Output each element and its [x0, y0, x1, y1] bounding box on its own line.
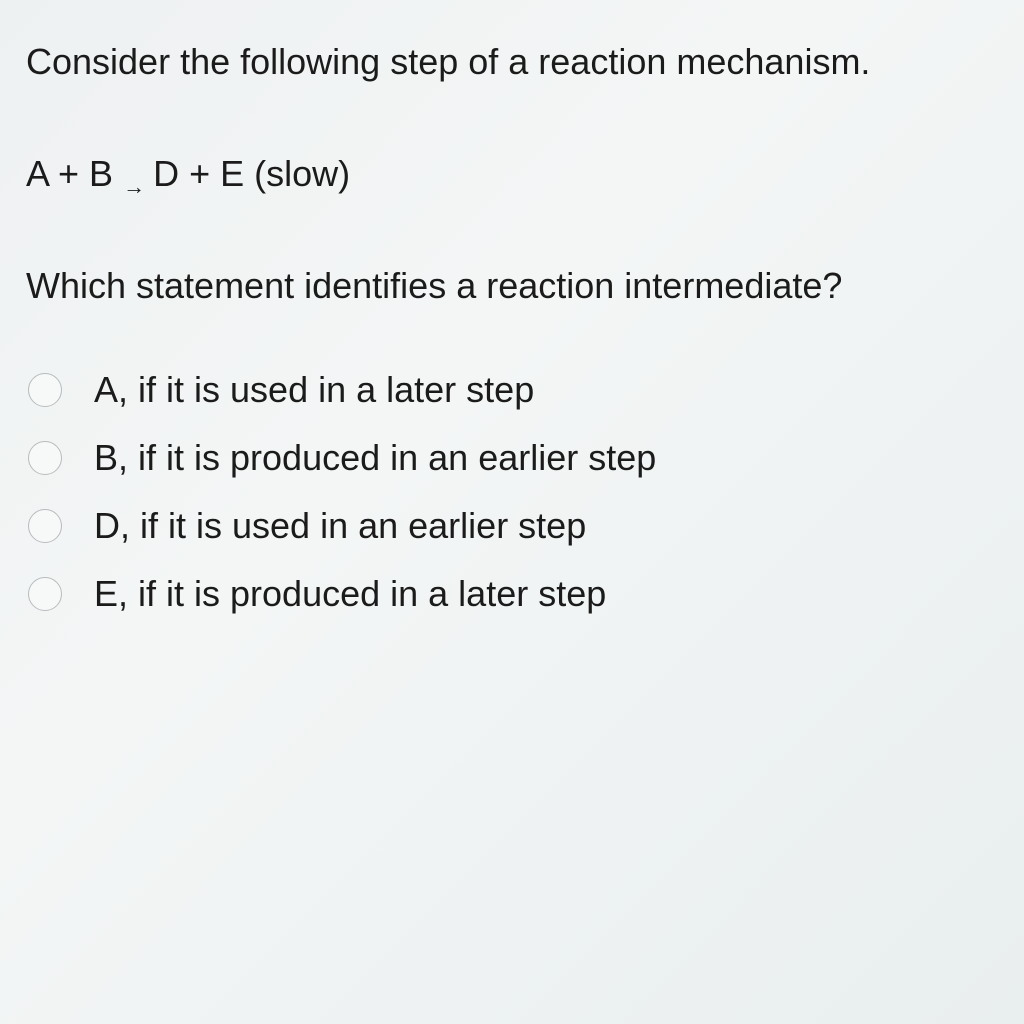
radio-unselected-icon[interactable]	[28, 577, 62, 611]
option-d[interactable]	[28, 492, 928, 560]
option-e[interactable]	[28, 560, 928, 628]
option-label[interactable]: A, if it is used in a later step	[94, 369, 535, 410]
radio-unselected-icon[interactable]	[28, 373, 62, 407]
option-label[interactable]: B, if it is produced in an earlier step	[94, 437, 657, 478]
reaction-arrow-icon: →	[123, 174, 146, 199]
question-title: Consider the following step of a reaction mechanism.	[26, 41, 871, 82]
answer-options	[28, 356, 928, 628]
option-label[interactable]: E, if it is produced in a later step	[94, 573, 607, 614]
radio-unselected-icon[interactable]	[28, 441, 62, 475]
option-a[interactable]	[28, 356, 928, 424]
reaction-equation	[26, 152, 350, 201]
equation-products: D + E (slow)	[153, 153, 351, 194]
equation-reactants: A + B	[26, 153, 114, 194]
option-label[interactable]: D, if it is used in an earlier step	[94, 505, 587, 546]
radio-unselected-icon[interactable]	[28, 509, 62, 543]
question-prompt: Which statement identifies a reaction intermediate?	[26, 265, 843, 306]
option-b[interactable]	[28, 424, 928, 492]
